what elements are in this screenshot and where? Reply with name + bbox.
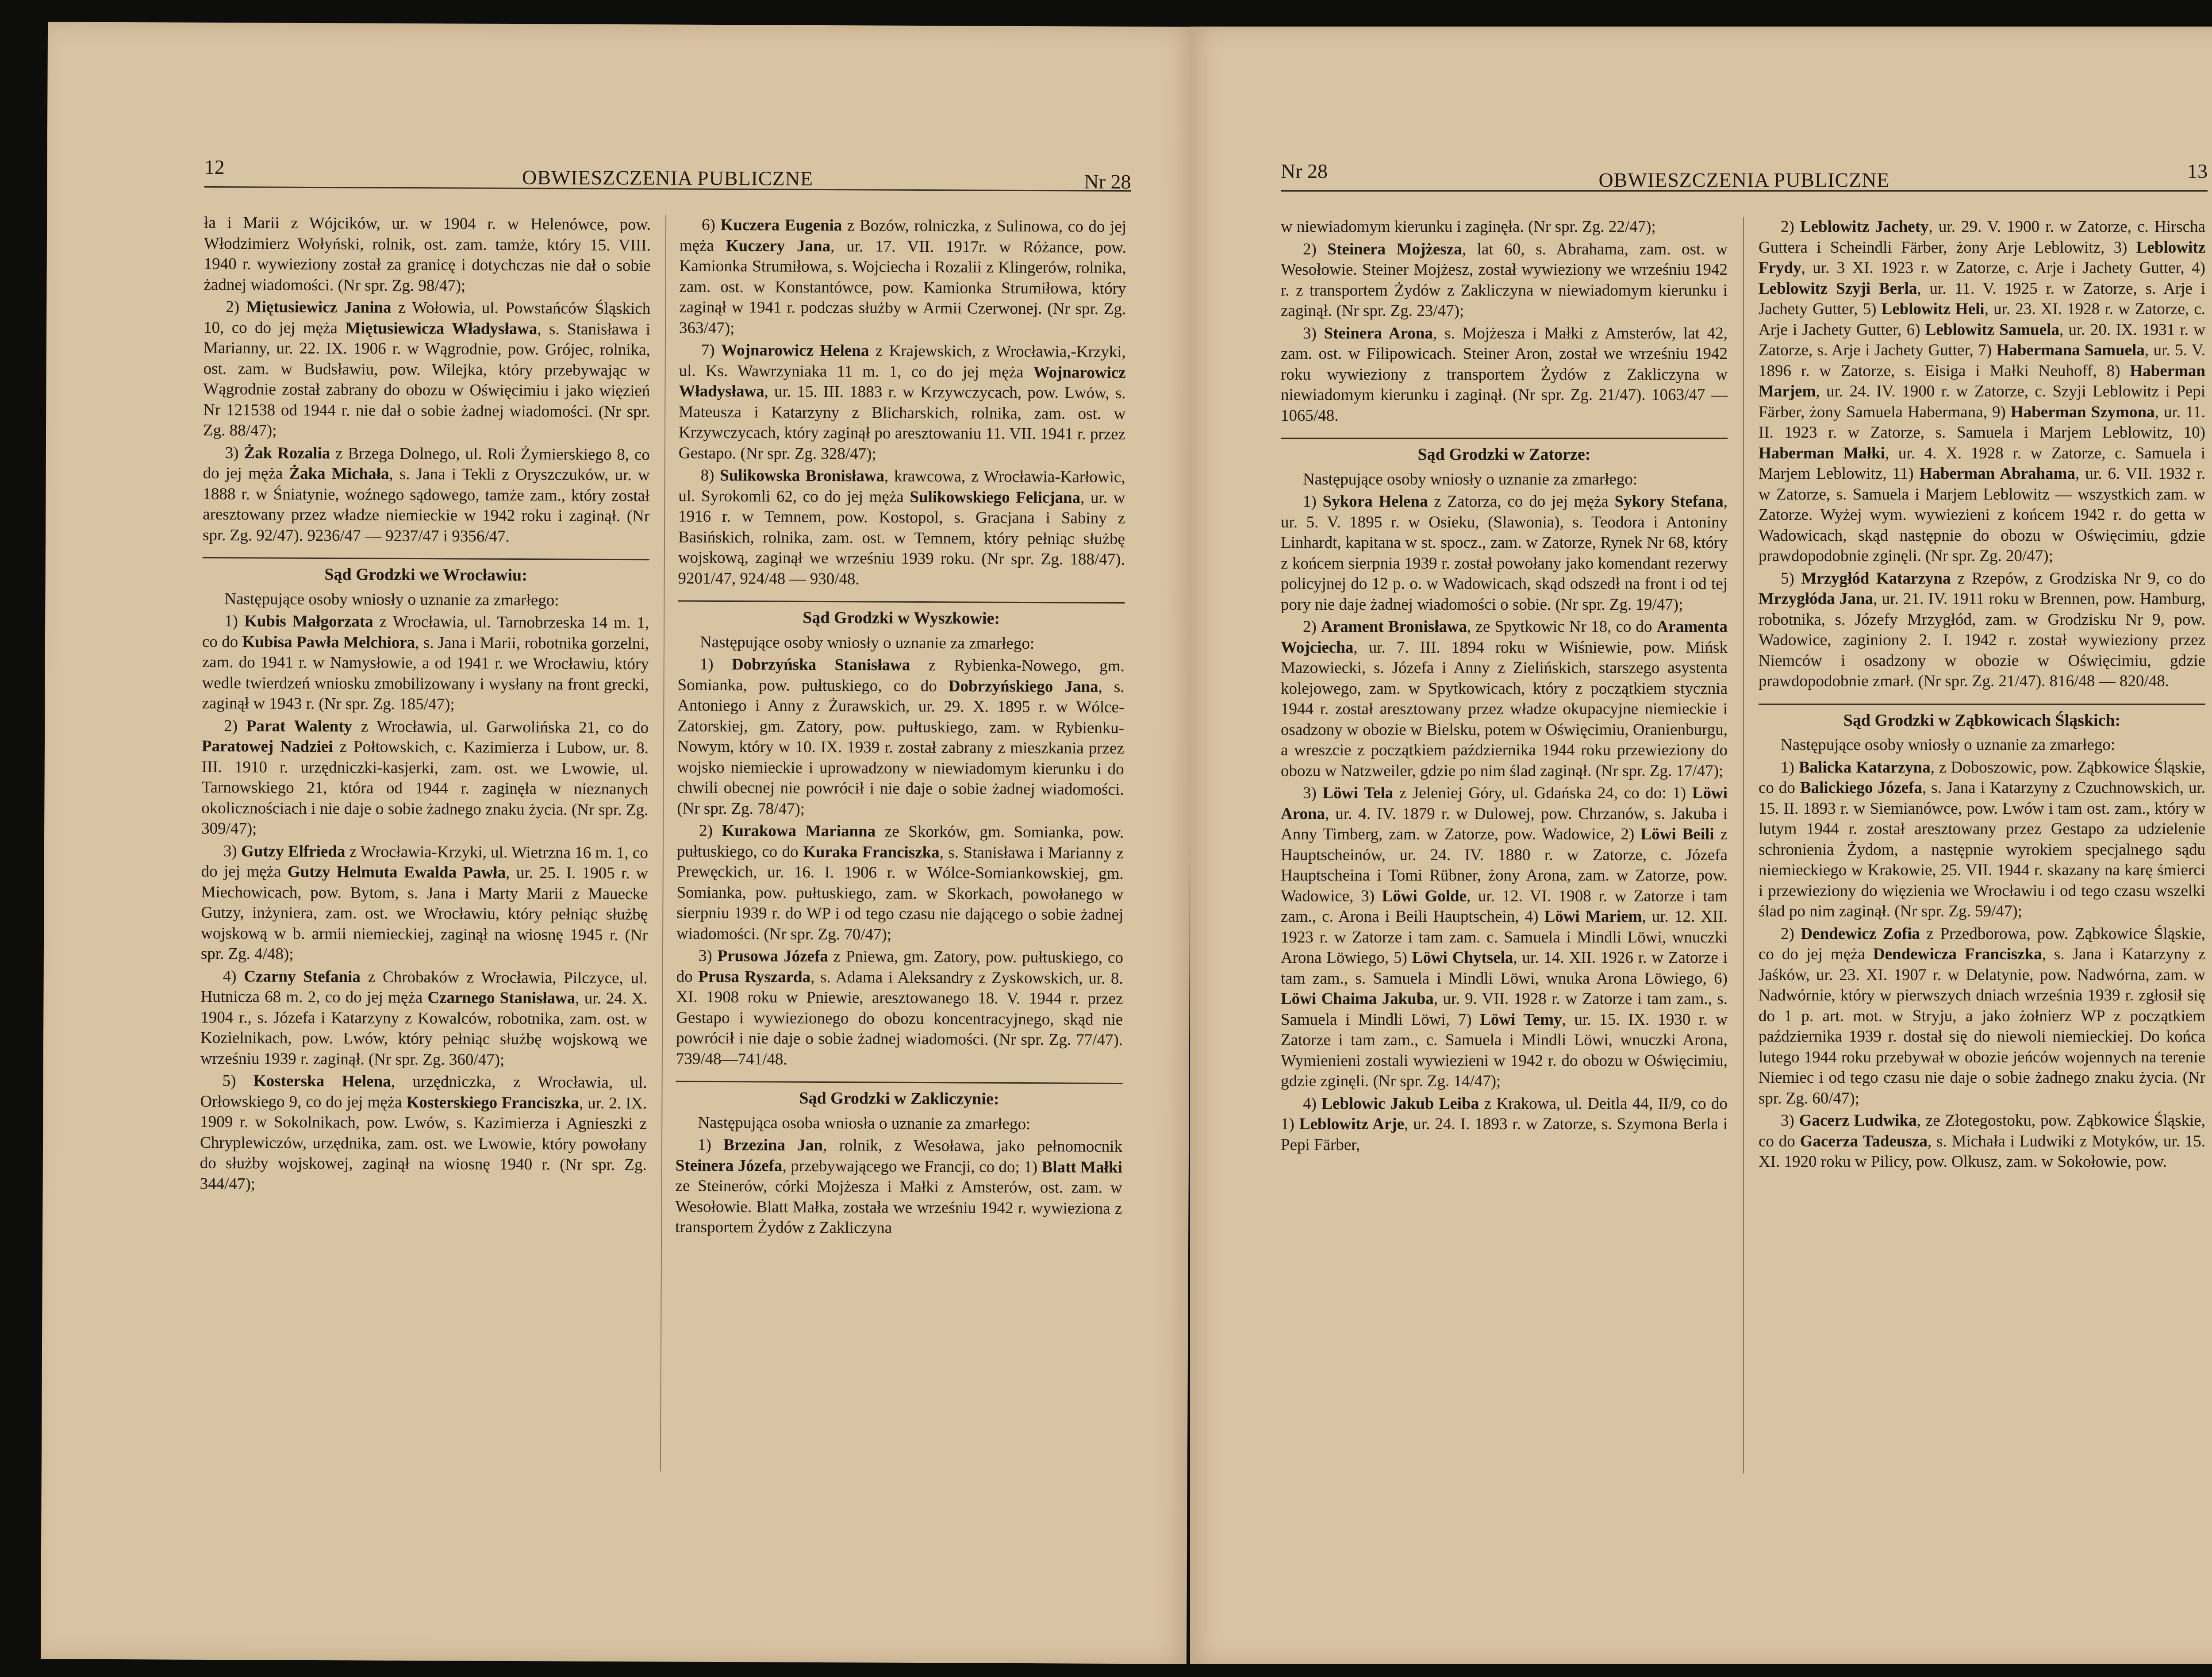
notice-paragraph: 1) Dobrzyńska Stanisława z Rybienka-Nowego, gm. Somianka, pow. pułtuskiego, co do Dobrzyńskiego Jana, s. Antoniego i Anny z Żurawskich, ur. 29. X. 1895 r. w Wólce-Zatorskiej, gm. Zatory, pow. pułtuskiego, zam. w Rybienku-Nowym, który w 10. IX. 1939 r. został zabrany z mieszkania przez wojsko niemieckie i uprowadzony w niewiadomym kierunku i do chwili obecnej nie powrócił i nie daje o sobie żadnej wiadomości. (Nr spr. Zg. 78/47); — [677, 655, 1125, 818]
notice-paragraph: 1) Brzezina Jan, rolnik, z Wesoława, jako pełnomocnik Steinera Józefa, przebywającego we Francji, co do; 1) Blatt Małki ze Steinerów, córki Mojżesza i Małki z Amsterów, ost. zam. w Wesołowie. Blatt Małka, została we wrześniu 1942 r. wywieziona z transportem Żydów z Zakliczyna — [675, 1135, 1123, 1237]
notice-paragraph: 4) Czarny Stefania z Chrobaków z Wrocławia, Pilczyce, ul. Hutnicza 68 m. 2, co do jej męża Czarnego Stanisława, ur. 24. X. 1904 r., s. Józefa i Katarzyny z Kowalców, robotnika, zam. ost. w Kozielnikach, pow. Lwów, który pełniąc służbę wojskową we wrześniu 1939 r. zaginął. (Nr spr. Zg. 360/47); — [200, 967, 648, 1069]
notice-paragraph: 2) Kurakowa Marianna ze Skorków, gm. Somianka, pow. pułtuskiego, co do Kuraka Franciszka, s. Stanisława i Marianny z Prewęckich, ur. 16. I. 1906 r. w Wólce-Somiankowskiej, gm. Somianka, pow. pułtuskiego, zam. w Skorkach, powołanego w sierpniu 1939 r. do WP i od tego czasu nie dającego o sobie żadnej wiadomości. (Nr spr. Zg. 70/47); — [676, 821, 1124, 944]
text-column-2 — [675, 215, 1126, 1242]
notice-paragraph: 7) Wojnarowicz Helena z Krajewskich, z Wrocławia,-Krzyki, ul. Ks. Wawrzyniaka 11 m. 1, co do jej męża Wojnarowicz Władysława, ur. 15. III. 1883 r. w Krzywczycach, pow. Lwów, s. Mateusza i Katarzyny z Blicharskich, rolnika, zam. ost. w Krzywczycach, który zaginął po aresztowaniu 11. VII. 1941 r. przez Gestapo. (Nr spr. Zg. 328/47); — [678, 341, 1126, 463]
page-header — [204, 151, 1131, 192]
notice-paragraph: 1) Kubis Małgorzata z Wrocławia, ul. Tarnobrzeska 14 m. 1, co do Kubisa Pawła Melchiora, s. Jana i Marii, robotnika gorzelni, zam. do 1941 r. w Namysłowie, a od 1941 r. we Wrocławiu, który wedle twierdzeń wniosku zmobilizowany i wysłany na front grecki, zaginął w 1943 r. (Nr spr. Zg. 185/47); — [202, 612, 649, 714]
notice-paragraph: 2) Parat Walenty z Wrocławia, ul. Garwolińska 21, co do Paratowej Nadziei z Połtowskich, c. Kazimierza i Lubow, ur. 8. III. 1910 r. urzędniczki-kasjerki, zam. ost. we Lwowie, ul. Tarnowskiego 21, która od 1944 r. zaginęła w nieznanych okolicznościach i nie daje o sobie żadnego znaku życia. (Nr spr. Zg. 309/47); — [201, 716, 649, 838]
notice-paragraph: 5) Kosterska Helena, urzędniczka, z Wrocławia, ul. Orłowskiego 9, co do jej męża Kosterskiego Franciszka, ur. 2. IX. 1909 r. w Sokolnikach, pow. Lwów, s. Kazimierza i Agnieszki z Chryplewiczów, urzędnika, zam. ost. we Lwowie, który powołany do służby wojskowej, zaginął na wiosnę 1940 r. (Nr spr. Zg. 344/47); — [200, 1072, 647, 1193]
section-heading: Sąd Grodzki w Zatorze: — [1281, 438, 1728, 465]
notice-paragraph: 3) Löwi Tela z Jeleniej Góry, ul. Gdańska 24, co do: 1) Löwi Arona, ur. 4. IV. 1879 r. w Dulowej, pow. Chrzanów, s. Jakuba i Anny Timberg, zam. w Zatorze, pow. Wadowice, 2) Löwi Beili z Hauptscheinów, ur. 24. IV. 1880 r. w Zatorze, c. Józefa Hauptscheina i Tomi Rübner, żony Arona, zam. w Zatorze, pow. Wadowice, 3) Löwi Golde, ur. 12. VI. 1908 r. w Zatorze i tam zam., c. Arona i Beili Hauptschein, 4) Löwi Mariem, ur. 12. XII. 1923 r. w Zatorze i tam zam. c. Samuela i Mindli Löwi, wnuczki Arona Löwiego, 5) Löwi Chytsela, ur. 14. XII. 1926 r. w Zatorze i tam zam., s. Samuela i Mindli Löwi, wnuka Arona Löwiego, 6) Löwi Chaima Jakuba, ur. 9. VII. 1928 r. w Zatorze i tam zam., s. Samuela i Mindli Löwi, 7) Löwi Temy, ur. 15. IX. 1930 r. w Zatorze i tam zam., c. Samuela i Mindli Löwi, wnuczki Arona, Wymienieni zostali wywiezieni w 1942 r. do obozu w Oświęcimiu, gdzie zginęli. (Nr spr. Zg. 14/47); — [1281, 784, 1728, 1090]
page-number: 13 — [2187, 160, 2208, 182]
notice-paragraph: 8) Sulikowska Bronisława, krawcowa, z Wrocławia-Karłowic, ul. Syrokomli 62, co do jej męża Sulikowskiego Felicjana, ur. w 1916 r. w Temnem, pow. Kostopol, s. Gracjana i Sabiny z Basińskich, rolnika, zam. ost. w Temnem, który pełniąc służbę wojskową, zaginął we wrześniu 1939 roku. (Nr spr. Zg. 188/47). 9201/47, 924/48 — 930/48. — [678, 466, 1125, 588]
section-heading: Sąd Grodzki w Wyszkowie: — [678, 600, 1125, 630]
notice-paragraph: 2) Miętusiewicz Janina z Wołowia, ul. Powstańców Śląskich 10, co do jej męża Miętusiewicza Władysława, s. Stanisława i Marianny, ur. 22. IX. 1906 r. w Wągrodnie, pow. Grójec, rolnika, ost. zam. w Budsławiu, pow. Wilejka, który przebywając w Wągrodnie został zabrany do obozu w Oświęcimiu i jako więzień Nr 121538 od 1944 r. nie dał o sobie żadnej wiadomości. (Nr spr. Zg. 88/47); — [203, 298, 651, 440]
notice-paragraph: w niewiadomym kierunku i zaginęła. (Nr spr. Zg. 22/47); — [1281, 218, 1656, 236]
left-page — [41, 22, 1194, 1664]
section-heading: Sąd Grodzki w Zakliczynie: — [676, 1081, 1122, 1110]
text-column-1 — [1281, 217, 1728, 1157]
notice-paragraph: 1) Balicka Katarzyna, z Doboszowic, pow. Ząbkowice Śląskie, co do Balickiego Józefa, s. Jana i Katarzyny z Czuchnowskich, ur. 15. II. 1893 r. w Siemianówce, pow. Lwów i tam ost. zam., który w lutym 1944 r. został aresztowany przez Gestapo za udzielenie schronienia Żydom, a następnie wyrokiem specjalnego sądu niemieckiego w Krakowie, 25. VII. 1944 r. skazany na karę śmierci i przewieziony do więzienia we Wrocławiu i od tego czasu wszelki ślad po nim zaginął. (Nr spr. Zg. 59/47); — [1759, 758, 2205, 920]
column-divider — [660, 215, 666, 1471]
page-title: OBWIESZCZENIA PUBLICZNE — [1598, 169, 1890, 191]
notice-paragraph: ła i Marii z Wójcików, ur. w 1904 r. w Helenówce, pow. Włodzimierz Wołyński, rolnik, ost. zam. tamże, który 15. VIII. 1940 r. wywieziony został za granicę i dotychczas nie dał o sobie żadnej wiadomości. (Nr spr. Zg. 98/47); — [204, 213, 651, 295]
section-heading: Sąd Grodzki w Ząbkowicach Śląskich: — [1759, 704, 2205, 731]
issue-number: Nr 28 — [1281, 160, 1328, 182]
notice-paragraph: 2) Leblowitz Jachety, ur. 29. V. 1900 r. w Zatorze, c. Hirscha Guttera i Scheindli Färber, żony Arje Leblowitz, 3) Leblowitz Frydy, ur. 3 XI. 1923 r. w Zatorze, c. Arje i Jachety Gutter, 4) Leblowitz Szyji Berla, ur. 11. V. 1925 r. w Zatorze, s. Arje i Jachety Gutter, 5) Leblowitz Heli, ur. 23. XI. 1928 r. w Zatorze, c. Arje i Jachety Gutter, 6) Leblowitz Samuela, ur. 20. IX. 1931 r. w Zatorze, s. Arje i Jachety Gutter, 7) Habermana Samuela, ur. 5. V. 1896 r. w Zatorze, s. Eisiga i Małki Neuhoff, 8) Haberman Marjem, ur. 24. IV. 1900 r. w Zatorze, c. Szyji Leblowitz i Pepi Färber, żony Samuela Habermana, 9) Haberman Szymona, ur. 11. II. 1923 r. w Zatorze, s. Samuela i Marjem Leblowitz, 10) Haberman Małki, ur. 4. X. 1928 r. w Zatorze, c. Samuela i Marjem Leblowitz, 11) Haberman Abrahama, ur. 6. VII. 1932 r. w Zatorze, s. Samuela i Marjem Leblowitz — wszystkich zam. w Zatorze. Wyżej wym. wywiezieni z końcem 1942 r. do getta w Wadowicach, skąd następnie do obozu w Oświęcimiu, gdzie prawdopodobnie zginęli. (Nr spr. Zg. 20/47); — [1759, 218, 2206, 565]
column-divider — [1743, 217, 1744, 1473]
notice-paragraph: Następujące osoby wniosły o uznanie za zmarłego: — [1303, 470, 1638, 488]
notice-paragraph: 3) Gacerz Ludwika, ze Złotegostoku, pow. Ząbkowice Śląskie, co do Gacerza Tadeusza, s. Michała i Ludwiki z Motyków, ur. 15. XI. 1920 roku w Pilicy, pow. Olkusz, zam. w Sokołowie, pow. — [1759, 1112, 2205, 1171]
section-heading: Sąd Grodzki we Wrocławiu: — [203, 557, 649, 586]
notice-paragraph: 1) Sykora Helena z Zatorza, co do jej męża Sykory Stefana, ur. 5. V. 1895 r. w Osieku, (Slawonia), s. Teodora i Antoniny Linhardt, kapitana w st. spocz., zam. w Zatorze, Rynek Nr 68, który z końcem sierpnia 1939 r. został powołany jako komendant rezerwy policyjnej do 12 p. o. w Wadowicach, skąd odszedł na front i od tej pory nie daje żadnej wiadomości o sobie. (Nr spr. Zg. 19/47); — [1281, 492, 1728, 614]
issue-number: Nr 28 — [1084, 170, 1131, 193]
notice-paragraph: 3) Prusowa Józefa z Pniewa, gm. Zatory, pow. pułtuskiego, co do Prusa Ryszarda, s. Adama i Aleksandry z Zyskowskich, ur. 8. XI. 1908 roku w Pniewie, aresztowanego 18. V. 1944 r. przez Gestapo i wywiezionego do obozu koncentracyjnego, skąd nie powrócił i nie daje o sobie żadnej wiadomości. (Nr spr. Zg. 77/47). 739/48—741/48. — [676, 946, 1123, 1069]
text-column-1 — [200, 213, 651, 1198]
right-page — [1190, 27, 2212, 1664]
page-number: 12 — [204, 155, 225, 179]
notice-paragraph: 2) Steinera Mojżesza, lat 60, s. Abrahama, zam. ost. w Wesołowie. Steiner Mojżesz, został wywieziony we wrześniu 1942 r. z transportem Żydów z Zakliczyna w niewiadomym kierunku i zaginął. (Nr spr. Zg. 23/47); — [1281, 240, 1728, 320]
notice-paragraph: 5) Mrzygłód Katarzyna z Rzepów, z Grodziska Nr 9, co do Mrzygłóda Jana, ur. 21. IV. 1911 roku w Brennen, pow. Hamburg, robotnika, s. Józefy Mrzygłód, zam. w Grodzisku Nr 9, pow. Wadowice, zaginiony 2. I. 1942 r. został wywieziony przez Niemców i osadzony w obozie w Oświęcimiu, gdzie prawdopodobnie zmarł. (Nr spr. Zg. 21/47). 816/48 — 820/48. — [1759, 569, 2206, 690]
notice-paragraph: 2) Dendewicz Zofia z Przedborowa, pow. Ząbkowice Śląskie, co do jej męża Dendewicza Franciszka, s. Jana i Katarzyny z Jaśków, ur. 23. XI. 1907 r. w Delatynie, pow. Nadwórna, zam. w Nadwórnie, który w pierwszych dniach września 1939 r. zgłosił się do 1 p. art. mot. w Stryju, a jako żołnierz WP z początkiem października 1939 r. dostał się do niewoli niemieckiej. Do końca lutego 1944 roku przebywał w obozie jeńców wojennych na terenie Niemiec i od tego czasu nie daje o sobie żadnego znaku życia. (Nr spr. Zg. 60/47); — [1759, 924, 2205, 1108]
notice-paragraph: 3) Gutzy Elfrieda z Wrocławia-Krzyki, ul. Wietrzna 16 m. 1, co do jej męża Gutzy Helmuta Ewalda Pawła, ur. 25. I. 1905 r. w Miechowicach, pow. Bytom, s. Jana i Marty Marii z Mauecke Gutzy, inżyniera, zam. ost. we Wrocławiu, który pełniąc służbę wojskową w b. armii niemieckiej, zaginął na wiosnę 1945 r. (Nr spr. Zg. 4/48); — [200, 842, 648, 963]
notice-paragraph: 3) Steinera Arona, s. Mojżesza i Małki z Amsterów, lat 42, zam. ost. w Filipowicach. Steiner Aron, został we wrześniu 1942 roku wywieziony z transportem Żydów z Zakliczyna w niewiadomym kierunku i zaginął. (Nr spr. Zg. 21/47). 1063/47 — 1065/48. — [1281, 324, 1728, 425]
notice-paragraph: 4) Leblowic Jakub Leiba z Krakowa, ul. Deitla 44, II/9, co do 1) Leblowitz Arje, ur. 24. I. 1893 r. w Zatorze, s. Szymona Berla i Pepi Färber, — [1281, 1094, 1728, 1154]
notice-paragraph: Następujące osoby wniosły o uznanie za zmarłego: — [224, 589, 559, 609]
notice-paragraph: 2) Arament Bronisława, ze Spytkowic Nr 18, co do Aramenta Wojciecha, ur. 7. III. 1894 roku w Wiśniewie, pow. Mińsk Mazowiecki, s. Józefa i Anny z Zielińskich, starszego asystenta kolejowego, zam. w Spytkowicach, który z początkiem stycznia 1944 r. został aresztowany przez władze okupacyjne niemieckie i osadzony w obozie w Bielsku, potem w Oświęcimiu, Oranienburgu, a wreszcie z początkiem października 1944 roku przewieziony do obozu w Natzweiler, gdzie po nim ślad zaginął. (Nr spr. Zg. 17/47); — [1281, 618, 1728, 780]
notice-paragraph: Następujące osoby wniosły o uznanie za zmarłego: — [699, 633, 1035, 653]
notice-paragraph: 3) Żak Rozalia z Brzega Dolnego, ul. Roli Żymierskiego 8, co do jej męża Żaka Michała, s. Jana i Tekli z Oryszczuków, ur. w 1888 r. w Śniatynie, woźnego sądowego, tamże zam., który został aresztowany przez władze niemieckie w 1942 roku i zaginął. (Nr spr. Zg. 92/47). 9236/47 — 9237/47 i 9356/47. — [202, 443, 650, 546]
text-column-2 — [1759, 217, 2205, 1174]
notice-paragraph: Następująca osoba wniosła o uznanie za zmarłego: — [698, 1113, 1031, 1133]
page-header — [1281, 155, 2208, 192]
notice-paragraph: Następujące osoby wniosły o uznanie za zmarłego: — [1781, 736, 2116, 754]
notice-paragraph: 6) Kuczera Eugenia z Bozów, rolniczka, z Sulinowa, co do jej męża Kuczery Jana, ur. 17. VII. 1917r. w Różance, pow. Kamionka Strumiłowa, s. Wojciecha i Rozalii z Klingerów, rolnika, zam. ost. w Konstantówce, pow. Kamionka Strumiłowa, który zaginął w 1941 r. podczas służby w Armii Czerwonej. (Nr spr. Zg. 363/47); — [679, 215, 1127, 337]
page-title: OBWIESZCZENIA PUBLICZNE — [522, 166, 814, 190]
